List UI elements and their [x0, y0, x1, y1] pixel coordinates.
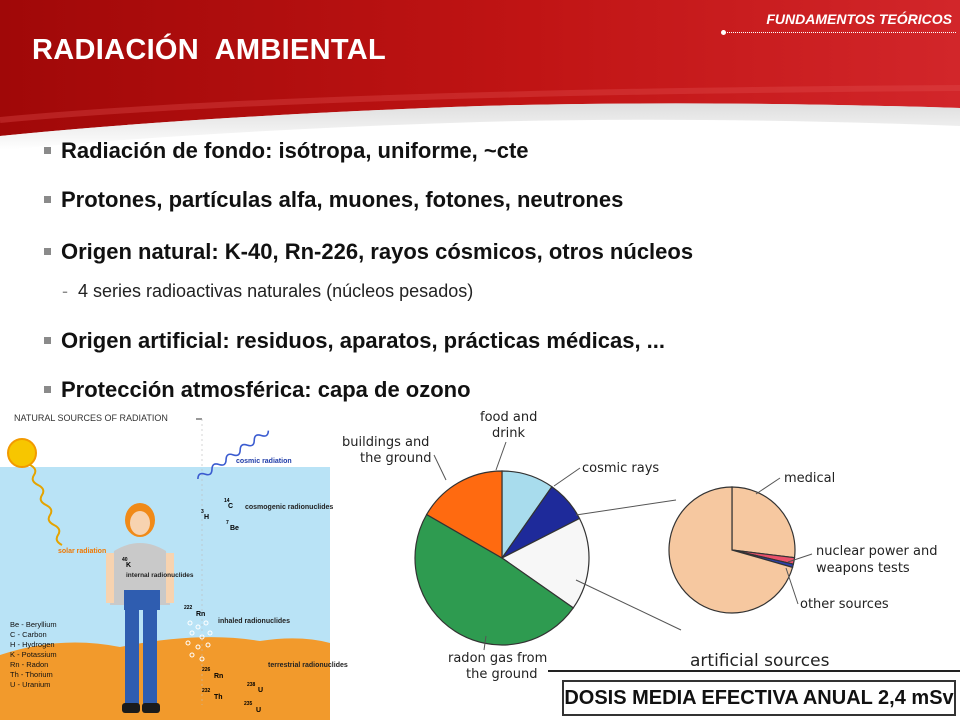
u235-symbol: U [256, 707, 262, 714]
radon-label: radon gas from [448, 651, 548, 666]
h3-symbol: H [204, 514, 210, 521]
bullet-2 [44, 187, 623, 213]
bullet-1 [44, 138, 529, 164]
dose-divider [548, 670, 960, 672]
bullet-4 [44, 328, 665, 354]
c14-symbol: C [228, 503, 234, 510]
rn226-mass: 226 [202, 667, 211, 673]
food-label: food and [480, 410, 538, 425]
cosmic-label: cosmic radiation [236, 458, 292, 465]
internal-label: internal radionuclides [126, 572, 194, 579]
connector-top [576, 500, 676, 515]
k40-mass: 40 [122, 557, 128, 563]
main-pie [415, 471, 589, 645]
bullet-3-text: Origen natural: K-40, Rn-226, rayos cósmicos, otros núcleos [61, 239, 694, 264]
sub-bullet-dash: - [62, 281, 68, 301]
bullet-5-text: Protección atmosférica: capa de ozono [61, 377, 471, 402]
nuclear-label-2: weapons tests [816, 561, 910, 576]
bullet-marker [44, 248, 51, 255]
legend-item: Rn - Radon [10, 660, 49, 669]
zoom-slice-medical-a [732, 487, 795, 558]
legend-item: C - Carbon [10, 630, 47, 639]
u238-symbol: U [258, 687, 264, 694]
terrestrial-label: terrestrial radionuclides [268, 662, 348, 669]
legend-item: U - Uranium [10, 680, 51, 689]
th232-symbol: Th [214, 694, 223, 701]
cosmogenic-label: cosmogenic radionuclides [245, 504, 334, 511]
legend-item: Be - Beryllium [10, 620, 57, 629]
buildings-label: buildings and [342, 435, 430, 450]
u235-mass: 235 [244, 701, 253, 707]
bullet-marker [44, 147, 51, 154]
natural-figure-title: NATURAL SOURCES OF RADIATION [14, 413, 168, 423]
natural-sources-figure [0, 405, 348, 720]
nuclear-label: nuclear power and [816, 544, 938, 559]
solar-label: solar radiation [58, 548, 107, 555]
rn226-symbol: Rn [214, 673, 224, 680]
buildings-label-2: the ground [360, 451, 432, 466]
th232-mass: 232 [202, 688, 211, 694]
rn222-mass: 222 [184, 605, 193, 611]
h3-mass: 3 [201, 509, 204, 515]
be7-mass: 7 [226, 520, 229, 526]
bullet-2-text: Protones, partículas alfa, muones, fotones, neutrones [61, 187, 624, 212]
bullet-1-text: Radiación de fondo: isótropa, uniforme, ~cte [61, 138, 529, 163]
radon-label-2: the ground [466, 667, 538, 682]
u238-mass: 238 [247, 682, 256, 688]
other-sources-label: other sources [800, 597, 889, 612]
slide-title: RADIACIÓN AMBIENTAL [32, 34, 386, 66]
food-label-2: drink [492, 426, 525, 441]
be7-symbol: Be [230, 525, 239, 532]
medical-label: medical [784, 471, 836, 486]
bullet-marker [44, 337, 51, 344]
dose-summary-box: DOSIS MEDIA EFECTIVA ANUAL 2,4 mSv [562, 680, 956, 716]
sub-bullet-text: 4 series radioactivas naturales (núcleos pesados) [78, 281, 474, 301]
bullet-3 [44, 239, 693, 265]
sub-bullet [62, 281, 473, 302]
legend-item: K - Potassium [10, 650, 57, 659]
dose-pie-figure [336, 400, 960, 682]
cosmic-rays-label: cosmic rays [582, 461, 660, 476]
artificial-pie [669, 487, 795, 613]
connector-bottom [576, 580, 681, 630]
rn222-symbol: Rn [196, 611, 206, 618]
bullet-marker [44, 386, 51, 393]
legend-item: H - Hydrogen [10, 640, 55, 649]
inhaled-label: inhaled radionuclides [218, 618, 290, 625]
k40-symbol: K [126, 562, 132, 569]
bullet-marker [44, 196, 51, 203]
section-label-rule [724, 32, 956, 33]
c14-mass: 14 [224, 498, 230, 504]
legend-item: Th - Thorium [10, 670, 53, 679]
artificial-sources-label: artificial sources [690, 651, 830, 671]
sun-icon [8, 439, 36, 467]
bullet-4-text: Origen artificial: residuos, aparatos, prácticas médicas, ... [61, 328, 666, 353]
section-label: FUNDAMENTOS TEÓRICOS [766, 11, 952, 27]
